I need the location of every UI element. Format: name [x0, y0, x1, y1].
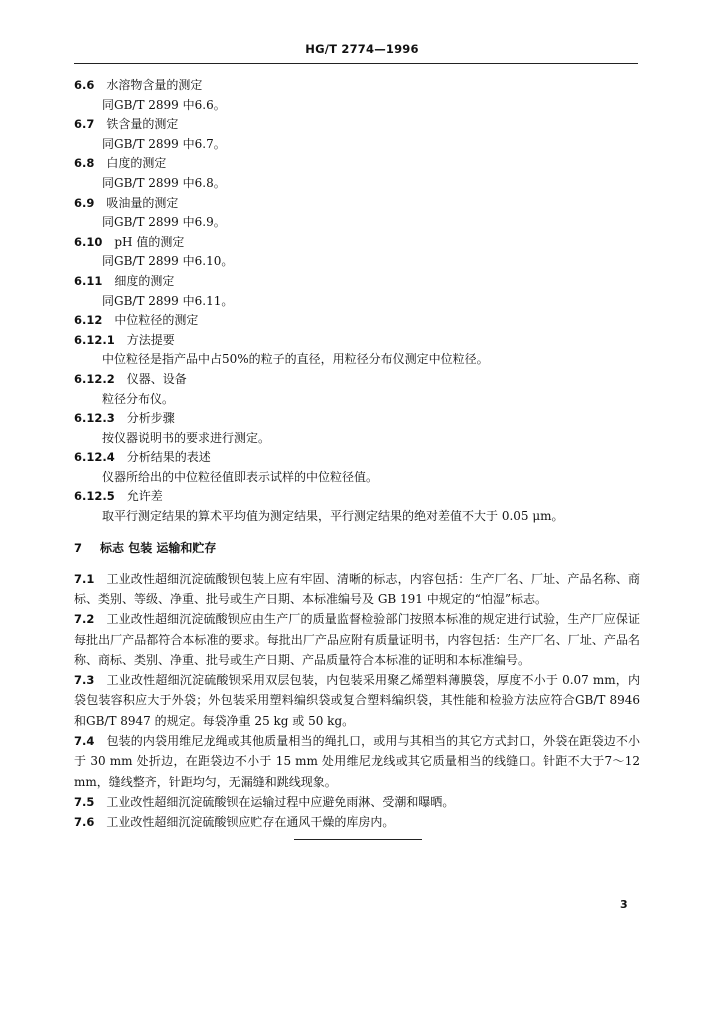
section-heading: [74, 194, 640, 214]
body-line: [74, 468, 640, 488]
section-heading: [74, 76, 640, 96]
section-number: 6.11: [74, 273, 103, 288]
body-line: [74, 429, 640, 449]
line-text: 取平行测定结果的算术平均值为测定结果，平行测定结果的绝对差值不大于 0.05 μm。: [102, 509, 564, 524]
section-heading: [74, 233, 640, 253]
body-line: [74, 252, 640, 272]
clause-paragraph: [74, 569, 640, 610]
line-text: 同GB/T 2899 中6.11。: [102, 293, 234, 308]
clause-paragraph: [74, 609, 640, 670]
section-number: 6.12.4: [74, 450, 115, 465]
line-text: 中位粒径是指产品中占50%的粒子的直径，用粒径分布仪测定中位粒径。: [102, 352, 489, 367]
chapter-number: 7: [74, 540, 83, 555]
line-text: 同GB/T 2899 中6.10。: [102, 254, 234, 269]
clause-paragraph: [74, 792, 640, 812]
body-line: [74, 350, 640, 370]
section-number: 6.12.2: [74, 371, 115, 386]
clause-paragraph: [74, 731, 640, 792]
line-text: 分析结果的表述: [126, 450, 211, 465]
clause-text: 工业改性超细沉淀硫酸钡采用双层包装，内包装采用聚乙烯塑料薄膜袋，厚度不小于 0.07 mm，内袋包装容积应大于外袋；外包装采用塑料编织袋或复合塑料编织袋，其性能和检验方法应符合GB/T 8946和GB/T 8947 的规定。每袋净重 25 kg 或 50 kg。: [74, 673, 640, 728]
line-text: 方法提要: [126, 332, 175, 347]
body-line: [74, 96, 640, 116]
clause-number: 7.3: [74, 673, 95, 688]
line-text: 吸油量的测定: [106, 195, 179, 210]
section-heading: [74, 154, 640, 174]
line-text: 铁含量的测定: [106, 117, 179, 132]
section-heading: [74, 115, 640, 135]
section-number: 6.7: [74, 117, 95, 132]
line-text: 细度的测定: [114, 273, 175, 288]
clause-text: 工业改性超细沉淀硫酸钡应贮存在通风干燥的库房内。: [106, 815, 395, 830]
header-divider: [74, 63, 638, 64]
section-heading: [74, 272, 640, 292]
section-number: 6.12.3: [74, 411, 115, 426]
line-text: pH 值的测定: [114, 234, 185, 249]
clause-text: 工业改性超细沉淀硫酸钡在运输过程中应避免雨淋、受潮和曝晒。: [106, 794, 455, 809]
spacer: [74, 527, 640, 537]
section-6-list: [74, 76, 640, 527]
line-text: 白度的测定: [106, 156, 167, 171]
line-text: 水溶物含量的测定: [106, 78, 203, 92]
clause-number: 7.2: [74, 612, 95, 627]
clause-number: 7.6: [74, 815, 95, 830]
document-header: HG/T 2774—1996: [305, 42, 419, 56]
line-text: 中位粒径的测定: [114, 313, 199, 328]
section-heading: [74, 370, 640, 390]
body-line: [74, 174, 640, 194]
section-number: 6.12: [74, 313, 103, 328]
clause-paragraph: [74, 812, 640, 832]
end-divider: [294, 839, 422, 840]
section-number: 6.8: [74, 156, 95, 171]
line-text: 分析步骤: [126, 411, 175, 426]
clause-text: 包装的内袋用维尼龙绳或其他质量相当的绳扎口，或用与其相当的其它方式封口，外袋在距袋边不小于 30 mm 处折边，在距袋边不小于 15 mm 处用维尼龙线或其它质量相当的线缝口。针距不大于7～12 mm，缝线整齐，针距均匀，无漏缝和跳线现象。: [74, 734, 640, 789]
section-number: 6.10: [74, 234, 103, 249]
chapter-7-heading: [74, 537, 640, 559]
section-number: 6.6: [74, 78, 95, 92]
line-text: 仪器、设备: [126, 371, 187, 386]
chapter-title: 标志 包装 运输和贮存: [100, 540, 217, 555]
section-number: 6.12.5: [74, 489, 115, 504]
line-text: 粒径分布仪。: [102, 391, 175, 406]
section-heading: [74, 311, 640, 331]
clause-text: 工业改性超细沉淀硫酸钡应由生产厂的质量监督检验部门按照本标准的规定进行试验，生产厂应保证每批出厂产品都符合本标准的要求。每批出厂产品应附有质量证明书，内容包括：生产厂名、厂址、产品名称、商标、类别、净重、批号或生产日期、产品质量符合本标准的证明和本标准编号。: [74, 612, 640, 667]
section-heading: [74, 487, 640, 507]
section-number: 6.12.1: [74, 332, 115, 347]
line-text: 同GB/T 2899 中6.6。: [102, 97, 226, 112]
line-text: 按仪器说明书的要求进行测定。: [102, 430, 271, 445]
line-text: 同GB/T 2899 中6.9。: [102, 215, 226, 230]
body-line: [74, 213, 640, 233]
document-body: [74, 76, 640, 833]
body-line: [74, 507, 640, 527]
line-text: 仪器所给出的中位粒径值即表示试样的中位粒径值。: [102, 469, 379, 484]
clause-number: 7.1: [74, 571, 95, 586]
clause-text: 工业改性超细沉淀硫酸钡包装上应有牢固、清晰的标志，内容包括：生产厂名、厂址、产品名称、商标、类别、等级、净重、批号或生产日期、本标准编号及 GB 191 中规定的“怕湿”标志。: [74, 571, 640, 606]
section-heading: [74, 448, 640, 468]
line-text: 允许差: [126, 489, 163, 504]
section-7-paragraphs: [74, 569, 640, 833]
section-heading: [74, 331, 640, 351]
clause-number: 7.5: [74, 794, 95, 809]
body-line: [74, 292, 640, 312]
body-line: [74, 135, 640, 155]
line-text: 同GB/T 2899 中6.7。: [102, 136, 226, 151]
line-text: 同GB/T 2899 中6.8。: [102, 175, 226, 190]
section-number: 6.9: [74, 195, 95, 210]
body-line: [74, 390, 640, 410]
clause-number: 7.4: [74, 734, 95, 749]
page-number: 3: [620, 898, 628, 911]
clause-paragraph: [74, 670, 640, 731]
section-heading: [74, 409, 640, 429]
